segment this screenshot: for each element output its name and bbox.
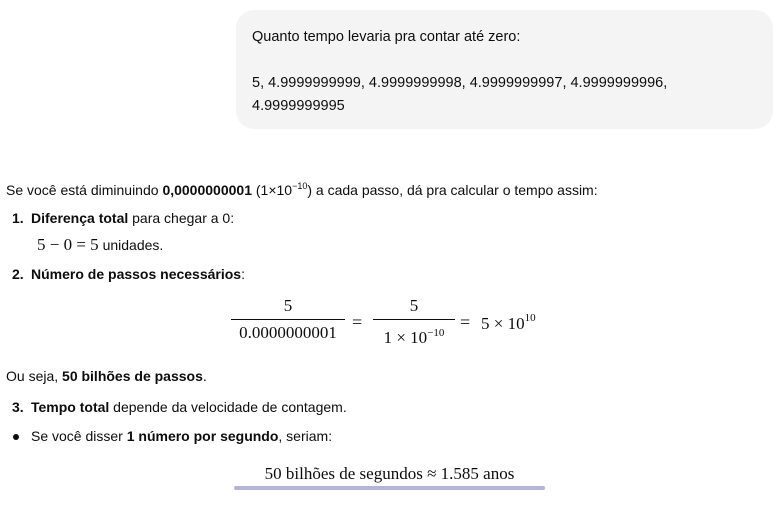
item3-title: Tempo total <box>31 399 110 415</box>
fraction-2-denominator-base: 1 × 10 <box>383 328 428 347</box>
fraction-2 <box>373 296 455 348</box>
item1-unit: unidades. <box>98 237 164 253</box>
item2-text: : <box>241 266 245 282</box>
list-number-3: 3. <box>12 399 24 415</box>
fraction-2-bar <box>373 319 455 320</box>
fraction-2-denominator <box>373 323 455 348</box>
bullet-item <box>0 426 420 446</box>
answer-intro <box>6 176 598 200</box>
fraction-1-bar <box>231 319 345 320</box>
intro-paren: (1×10 <box>251 182 293 198</box>
user-sequence-line-2: 4.9999999995 <box>252 98 345 114</box>
summary-line <box>6 366 207 386</box>
summary-prefix: Ou seja, <box>6 368 63 384</box>
item3-text: depende da velocidade de contagem. <box>109 399 347 415</box>
user-message-bubble <box>236 10 773 129</box>
fraction-1-numerator: 5 <box>283 296 293 315</box>
user-sequence-line-1: 5, 4.9999999999, 4.9999999998, 4.9999999997, 4.9999999996, <box>252 75 668 91</box>
user-question: Quanto tempo levaria pra contar até zero: <box>252 29 521 45</box>
item1-math-line <box>37 234 163 256</box>
list-item-3 <box>0 397 420 417</box>
result-exponent: 10 <box>524 312 536 324</box>
bullet-bold: 1 número por segundo <box>126 428 279 444</box>
bullet-suffix: , seriam: <box>278 428 333 444</box>
equals-sign-1: = <box>352 312 363 332</box>
list-item-1 <box>0 208 400 228</box>
result-value <box>481 312 536 334</box>
equals-sign-2: = <box>460 312 471 332</box>
fraction-2-denominator-exponent: −10 <box>427 327 445 339</box>
intro-exponent: −10 <box>292 181 308 191</box>
list-number-2: 2. <box>12 266 24 282</box>
fraction-1-denominator: 0.0000000001 <box>239 323 337 342</box>
bullet-prefix: Se você disser <box>31 428 127 444</box>
item2-title: Número de passos necessários <box>31 266 242 282</box>
final-equation-text: 50 bilhões de segundos ≈ 1.585 anos <box>264 464 515 483</box>
summary-bold: 50 bilhões de passos <box>62 368 203 384</box>
item1-text: para chegar a 0: <box>128 210 235 226</box>
intro-step-value: 0,0000000001 <box>162 182 252 198</box>
item1-title: Diferença total <box>31 210 129 226</box>
list-item-2 <box>0 264 400 284</box>
fraction-1 <box>231 296 345 343</box>
item1-math: 5 − 0 = 5 <box>37 235 99 254</box>
bullet-dot-icon <box>13 434 19 440</box>
highlight-underline <box>234 486 545 490</box>
list-number-1: 1. <box>12 210 24 226</box>
intro-prefix: Se você está diminuindo <box>6 182 163 198</box>
result-base: 5 × 10 <box>481 314 525 333</box>
steps-equation <box>231 296 561 350</box>
final-equation <box>234 462 545 490</box>
fraction-2-numerator: 5 <box>409 296 419 315</box>
intro-suffix: ) a cada passo, dá pra calcular o tempo assim: <box>307 182 598 198</box>
summary-suffix: . <box>202 368 207 384</box>
